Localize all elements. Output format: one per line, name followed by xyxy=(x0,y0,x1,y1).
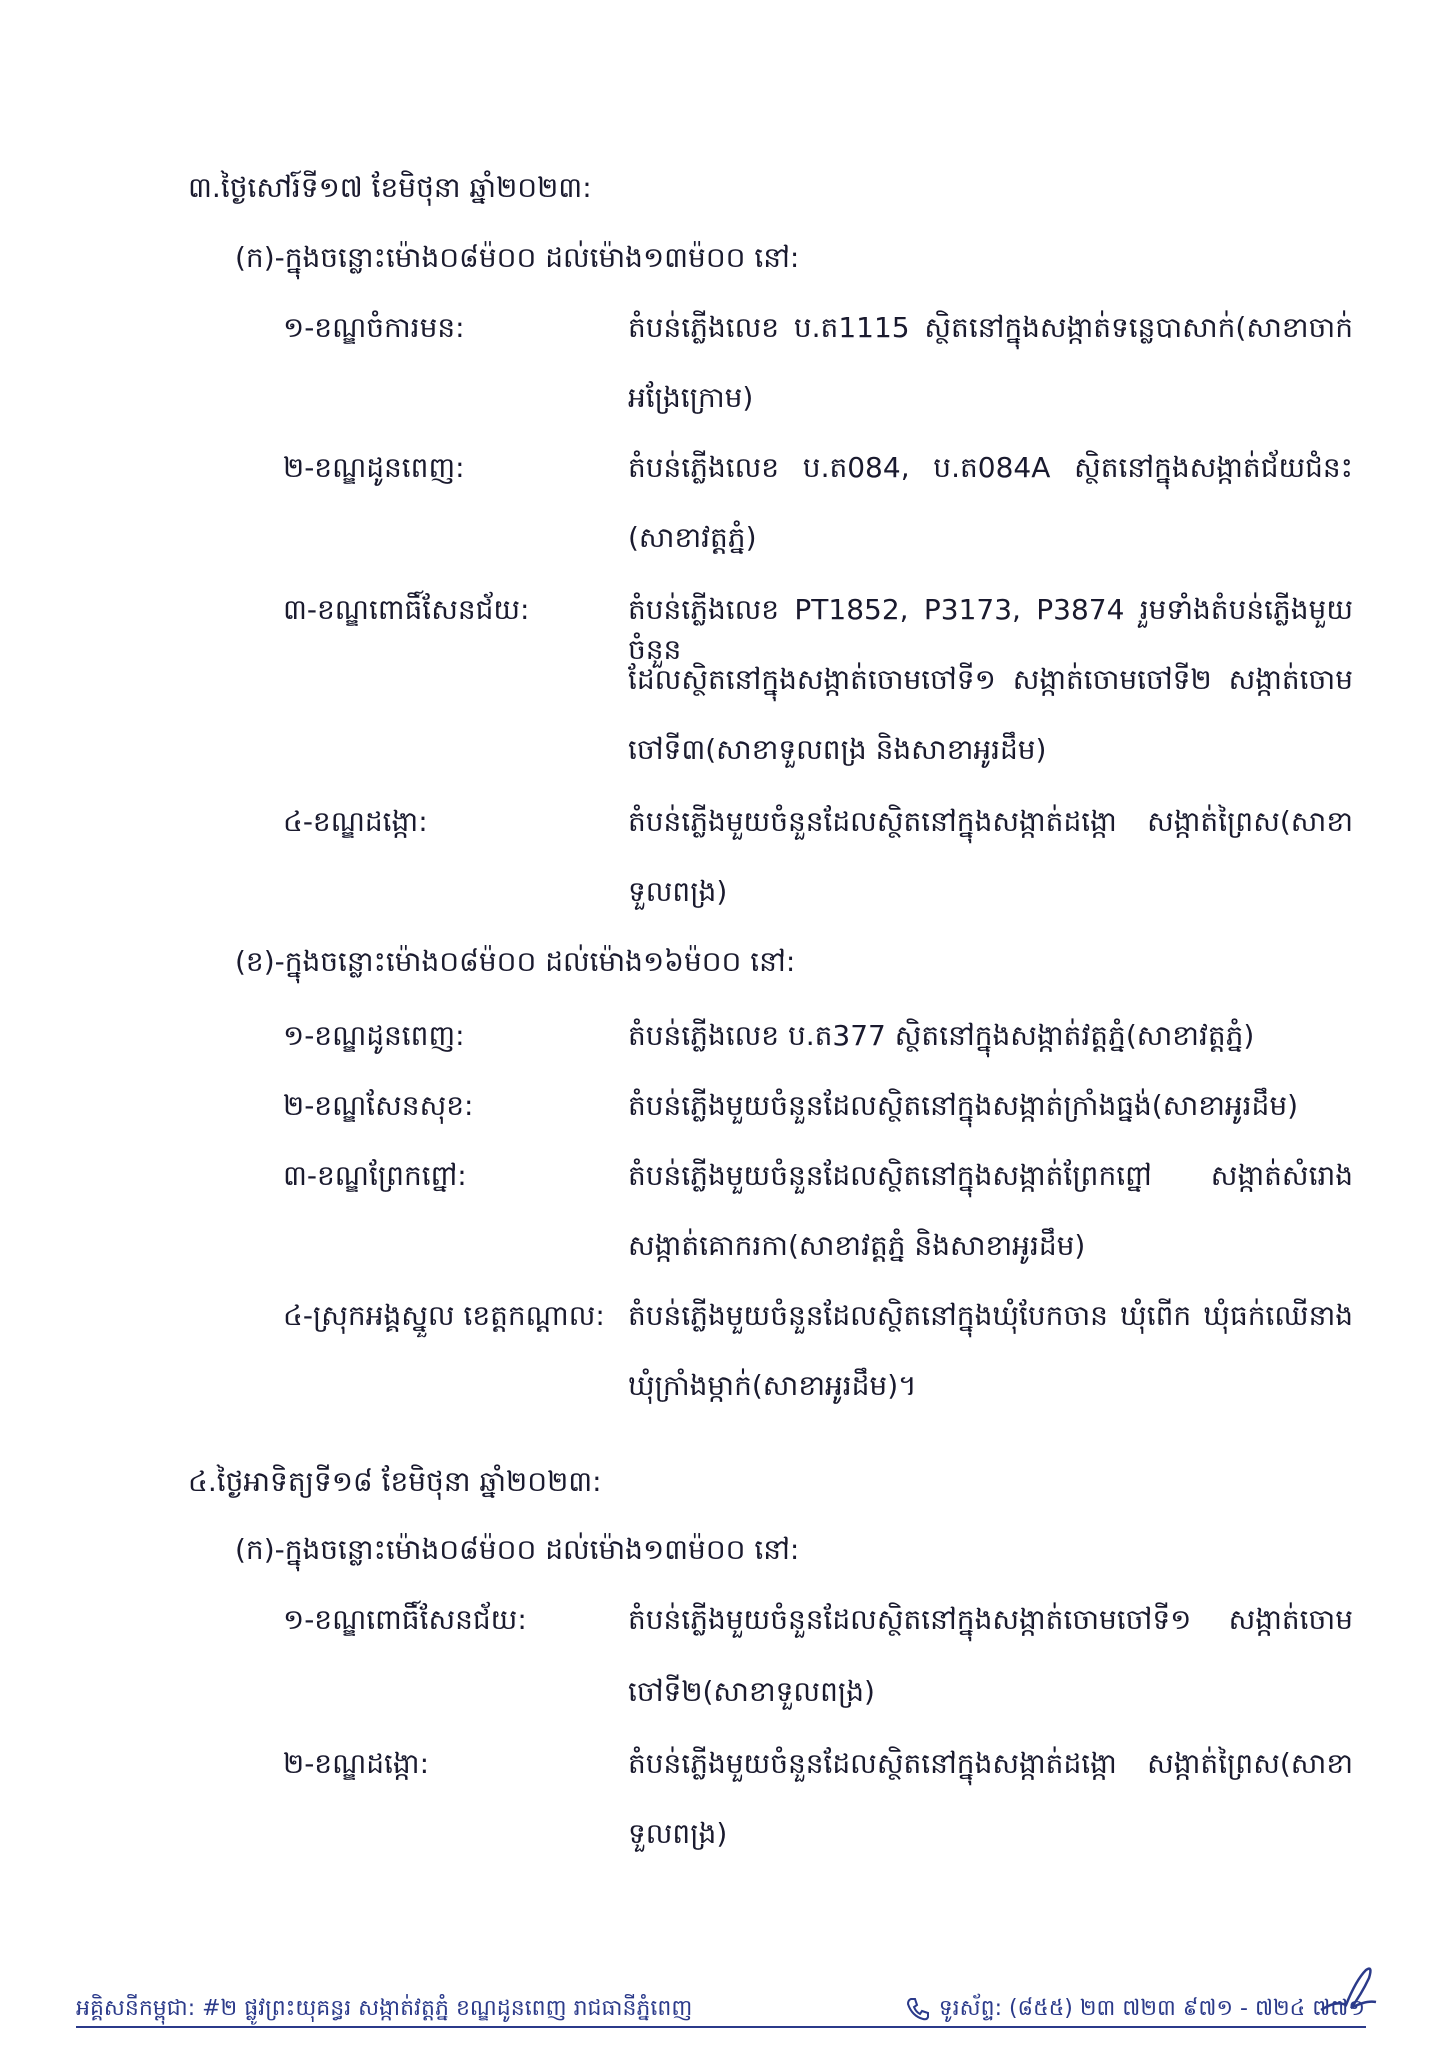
s3b-item2-line1: តំបន់ភ្លើងមួយចំនួនដែលស្ថិតនៅក្នុងសង្កាត់ក្រាំងធ្នង់(សាខាអូរដឹម) xyxy=(628,1089,1299,1122)
s3a-item3-line2: ដែលស្ថិតនៅក្នុងសង្កាត់ចោមចៅទី១ សង្កាត់ចោមចៅទី២ សង្កាត់ចោម xyxy=(628,663,1353,696)
s3a-item2-line2: (សាខាវត្តភ្នំ) xyxy=(628,521,757,554)
s3a-item4-label: ៤-ខណ្ឌដង្កោ: xyxy=(283,805,428,838)
s3a-item3-line1: តំបន់ភ្លើងលេខ PT1852, P3173, P3874 រួមទាំងតំបន់ភ្លើងមួយចំនួន xyxy=(628,593,1353,666)
s3a-item1-label: ១-ខណ្ឌចំការមន: xyxy=(283,311,465,344)
s3b-item4-label: ៤-ស្រុកអង្គស្នួល ខេត្តកណ្ដាល: xyxy=(283,1299,605,1332)
footer-phone-block xyxy=(905,1995,1365,2023)
s3b-item1-label: ១-ខណ្ឌដូនពេញ: xyxy=(283,1019,465,1052)
s4a-item2-line2: ទួលពង្រ) xyxy=(628,1817,728,1850)
s3a-item4-line1: តំបន់ភ្លើងមួយចំនួនដែលស្ថិតនៅក្នុងសង្កាត់ដង្កោ សង្កាត់ព្រៃស(សាខា xyxy=(628,805,1353,838)
s4a-item2-line1: តំបន់ភ្លើងមួយចំនួនដែលស្ថិតនៅក្នុងសង្កាត់ដង្កោ សង្កាត់ព្រៃស(សាខា xyxy=(628,1747,1353,1780)
s4a-item2-label: ២-ខណ្ឌដង្កោ: xyxy=(283,1747,430,1780)
section3-heading: ៣.ថ្ងៃសៅរ៍ទី១៧ ខែមិថុនា ឆ្នាំ២០២៣: xyxy=(188,171,592,204)
s3a-item3-label: ៣-ខណ្ឌពោធិ៍សែនជ័យ: xyxy=(283,593,530,626)
s3a-item1-line2: អង្រែក្រោម) xyxy=(628,381,754,414)
footer-phone: ទូរស័ព្ទ: (៨៥៥) ២៣ ៧២៣ ៩៧១ - ៧២៤ ៧៧១ xyxy=(938,1996,1365,2021)
s3b-item4-line2: ឃុំក្រាំងម្កាក់(សាខាអូរដឹម)។ xyxy=(628,1369,917,1402)
section3-periodB-heading: (ខ)-ក្នុងចន្លោះម៉ោង០៨ម៉០០ ដល់ម៉ោង១៦ម៉០០ នៅ: xyxy=(235,945,796,978)
phone-icon xyxy=(905,1996,931,2022)
s4a-item1-line2: ចៅទី២(សាខាទួលពង្រ) xyxy=(628,1675,875,1708)
section4-heading: ៤.ថ្ងៃអាទិត្យទី១៨ ខែមិថុនា ឆ្នាំ២០២៣: xyxy=(188,1465,602,1498)
section3-periodA-heading: (ក)-ក្នុងចន្លោះម៉ោង០៨ម៉០០ ដល់ម៉ោង១៣ម៉០០ នៅ: xyxy=(235,241,800,274)
s3b-item1-line1: តំបន់ភ្លើងលេខ ប.ត377 ស្ថិតនៅក្នុងសង្កាត់វត្តភ្នំ(សាខាវត្តភ្នំ) xyxy=(628,1019,1255,1052)
s3a-item1-line1: តំបន់ភ្លើងលេខ ប.ត1115 ស្ថិតនៅក្នុងសង្កាត់ទន្លេបាសាក់(សាខាចាក់ xyxy=(628,311,1353,344)
footer-divider xyxy=(76,2026,1366,2028)
s3b-item3-label: ៣-ខណ្ឌព្រែកព្នៅ: xyxy=(283,1159,467,1192)
s3a-item4-line2: ទួលពង្រ) xyxy=(628,875,728,908)
s4a-item1-line1: តំបន់ភ្លើងមួយចំនួនដែលស្ថិតនៅក្នុងសង្កាត់ចោមចៅទី១ សង្កាត់ចោម xyxy=(628,1603,1353,1636)
s3a-item2-line1: តំបន់ភ្លើងលេខ ប.ត084, ប.ត084A ស្ថិតនៅក្នុងសង្កាត់ជ័យជំនះ xyxy=(628,451,1353,484)
section4-periodA-heading: (ក)-ក្នុងចន្លោះម៉ោង០៨ម៉០០ ដល់ម៉ោង១៣ម៉០០ នៅ: xyxy=(235,1533,800,1566)
s3a-item2-label: ២-ខណ្ឌដូនពេញ: xyxy=(283,451,465,484)
s3b-item3-line1: តំបន់ភ្លើងមួយចំនួនដែលស្ថិតនៅក្នុងសង្កាត់ព្រែកព្នៅ សង្កាត់សំរោង xyxy=(628,1159,1353,1192)
s3b-item3-line2: សង្កាត់គោករកា(សាខាវត្តភ្នំ និងសាខាអូរដឹម) xyxy=(628,1229,1086,1262)
s4a-item1-label: ១-ខណ្ឌពោធិ៍សែនជ័យ: xyxy=(283,1603,527,1636)
s3b-item2-label: ២-ខណ្ឌសែនសុខ: xyxy=(283,1089,474,1122)
initials-signature xyxy=(1311,1960,1381,2020)
s3b-item4-line1: តំបន់ភ្លើងមួយចំនួនដែលស្ថិតនៅក្នុងឃុំបែកចាន ឃុំពើក ឃុំធក់ឈើនាង xyxy=(628,1299,1353,1332)
footer-address: អគ្គិសនីកម្ពុជា: #២ ផ្លូវព្រះយុគន្ធរ សង្កាត់វត្តភ្នំ ខណ្ឌដូនពេញ រាជធានីភ្នំពេញ xyxy=(76,1996,693,2021)
s3a-item3-line3: ចៅទី៣(សាខាទួលពង្រ និងសាខាអូរដឹម) xyxy=(628,733,1047,766)
